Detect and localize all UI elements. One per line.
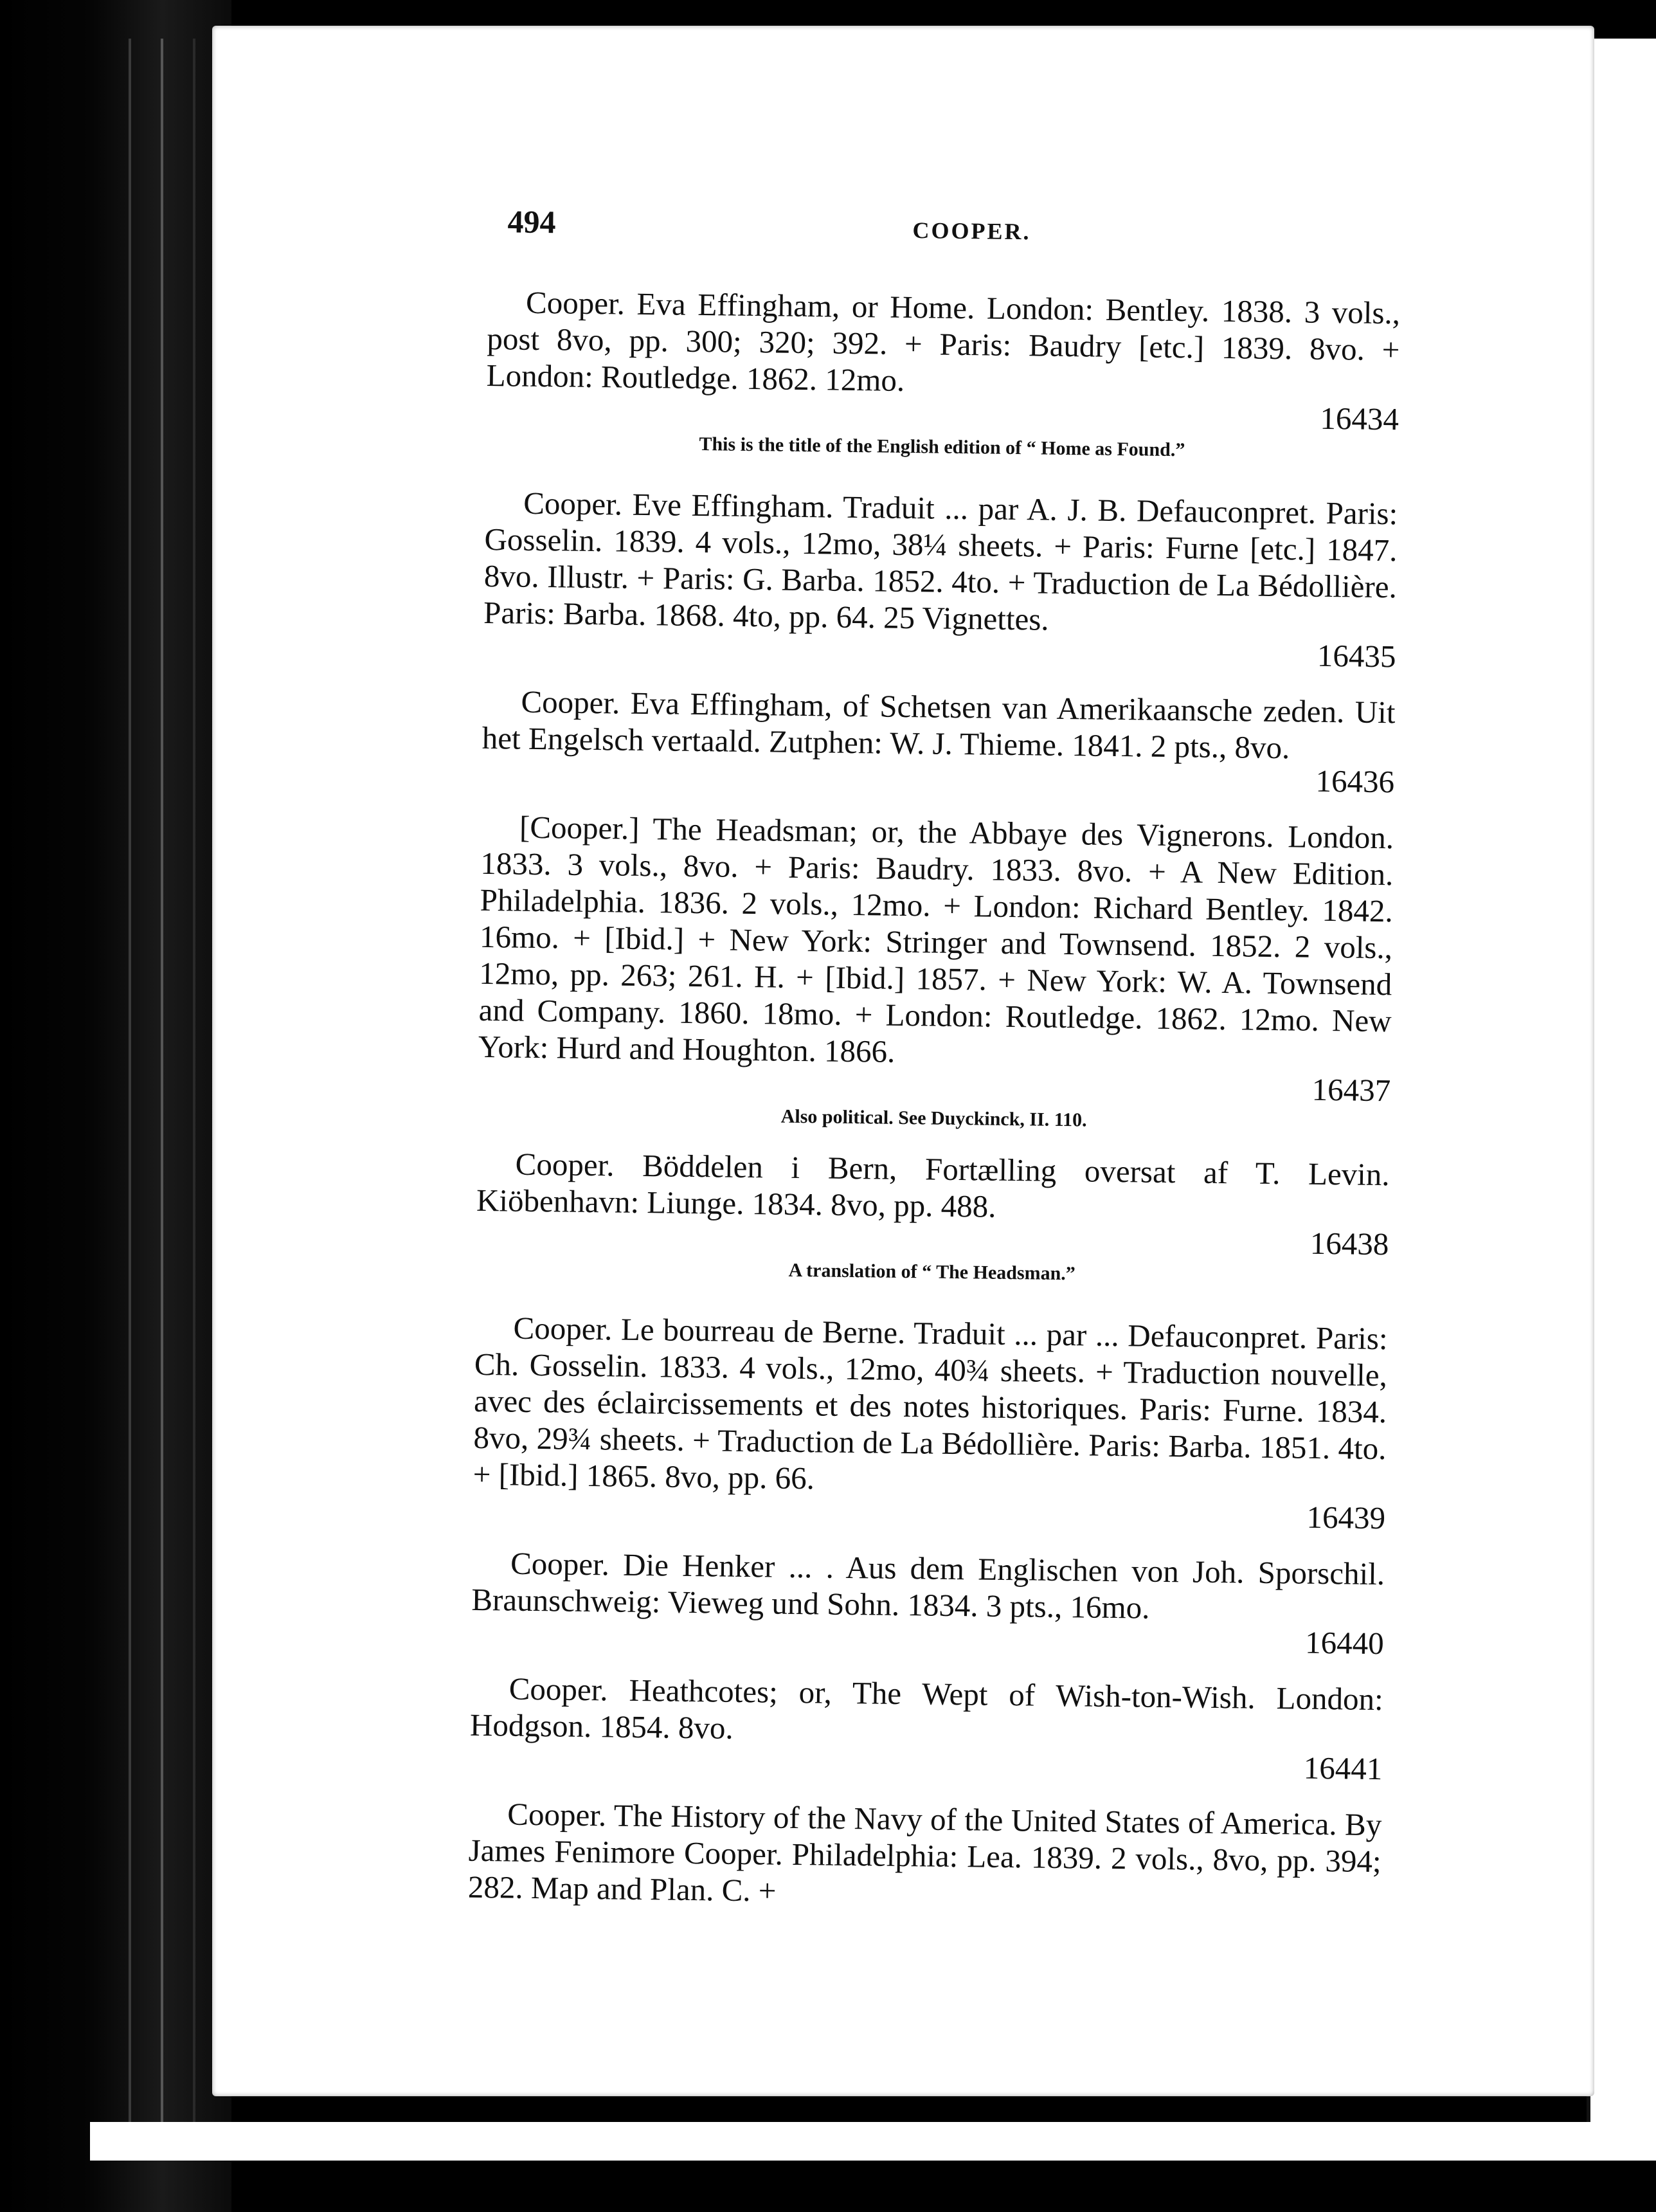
gutter-line bbox=[193, 39, 195, 2135]
entry-text: Cooper. Böddelen i Bern, Fortælling oversat af T. Levin. Kiöbenhavn: Liunge. 1834. 8vo, pp. 488. bbox=[476, 1146, 1390, 1224]
next-page-edge bbox=[1587, 39, 1656, 2135]
entry-note: Also political. See Duyckinck, II. 110. bbox=[780, 1105, 1087, 1131]
entry-number: 16438 bbox=[1310, 1225, 1389, 1262]
page-header bbox=[488, 203, 1401, 265]
book-gutter bbox=[0, 0, 231, 2212]
bibliography-entry bbox=[473, 1309, 1388, 1536]
bibliography-entry bbox=[476, 1145, 1390, 1291]
bibliography-entry bbox=[482, 683, 1396, 800]
page-bottom-edge bbox=[90, 2122, 1656, 2161]
entry-number: 16440 bbox=[1304, 1624, 1385, 1662]
entry-text: Cooper. Eva Effingham, of Schetsen van Amerikaansche zeden. Uit het Engelsch vertaald. Zutphen: W. J. Thieme. 1841. 2 pts., 8vo. bbox=[482, 684, 1396, 766]
entry-number: 16435 bbox=[1317, 637, 1396, 675]
bibliography-entry bbox=[485, 284, 1400, 466]
entry-text: Cooper. Heathcotes; or, The Wept of Wish-ton-Wish. London: Hodgson. 1854. 8vo. bbox=[469, 1671, 1384, 1746]
entry-text: [Cooper.] The Headsman; or, the Abbaye des Vignerons. London. 1833. 3 vols., 8vo. + Paris: Baudry. 1833. 8vo. + A New Edition. Philadelphia. 1836. 2 vols., 12mo. + London: Richard Bentley. 1842. 16mo. + [Ibid.] + New York: Stringer and Townsend. 1852. 2 vols., 12mo, pp. 263; 261. H. + [Ibid.] 1857. + New York: W. A. Townsend and Company. 1860. 18mo. + London: Routledge. 1862. 12mo. New York: Hurd and Houghton. 1866. bbox=[478, 809, 1394, 1069]
page-content bbox=[468, 203, 1401, 1916]
running-head: COOPER. bbox=[912, 217, 1031, 245]
entry-text: Cooper. Eva Effingham, or Home. London: Bentley. 1838. 3 vols., post 8vo, pp. 300; 320; 392. + Paris: Baudry [etc.] 1839. 8vo. + London: Routledge. 1862. 12mo. bbox=[486, 284, 1401, 398]
entry-text: Cooper. Die Henker ... . Aus dem Englischen von Joh. Sporschil. Braunschweig: Vieweg und Sohn. 1834. 3 pts., 16mo. bbox=[471, 1545, 1385, 1626]
entry-number: 16441 bbox=[1303, 1750, 1383, 1787]
gutter-line bbox=[129, 39, 131, 2135]
entry-number: 16437 bbox=[1311, 1071, 1391, 1109]
entry-text: Cooper. The History of the Navy of the United States of America. By James Fenimore Cooper. Philadelphia: Lea. 1839. 2 vols., 8vo, pp. 394; 282. Map and Plan. C. + bbox=[467, 1796, 1382, 1908]
gutter-line bbox=[161, 39, 163, 2135]
page-number: 494 bbox=[507, 203, 556, 240]
entry-number: 16439 bbox=[1306, 1499, 1386, 1536]
entry-number: 16436 bbox=[1315, 763, 1395, 800]
bibliography-entry bbox=[468, 1795, 1382, 1916]
bibliography-entry bbox=[471, 1545, 1385, 1662]
bibliography-entry bbox=[483, 484, 1398, 675]
bibliography-entry bbox=[477, 808, 1394, 1137]
entry-note: A translation of “ The Headsman.” bbox=[788, 1259, 1076, 1285]
entry-text: Cooper. Le bourreau de Berne. Traduit ... par ... Defauconpret. Paris: Ch. Gosselin. 1833. 4 vols., 12mo, 40¾ sheets. + Traduction nouvelle, avec des éclaircissements et des notes historiques. Paris: Furne. 1834. 8vo, 29¾ sheets. + Traduction de La Bédollière. Paris: Barba. 1851. 4to. + [Ibid.] 1865. 8vo, pp. 66. bbox=[473, 1310, 1388, 1496]
entry-text: Cooper. Eve Effingham. Traduit ... par A. J. B. Defauconpret. Paris: Gosselin. 1839. 4 vols., 12mo, 38¼ sheets. + Paris: Furne [etc.] 1847. 8vo. Illustr. + Paris: G. Barba. 1852. 4to. + Traduction de La Bédollière. Paris: Barba. 1868. 4to, pp. 64. 25 Vignettes. bbox=[483, 485, 1398, 637]
entry-number: 16434 bbox=[1320, 400, 1400, 437]
entry-note: This is the title of the English edition of “ Home as Found.” bbox=[699, 433, 1185, 461]
bibliography-entry bbox=[469, 1670, 1383, 1787]
